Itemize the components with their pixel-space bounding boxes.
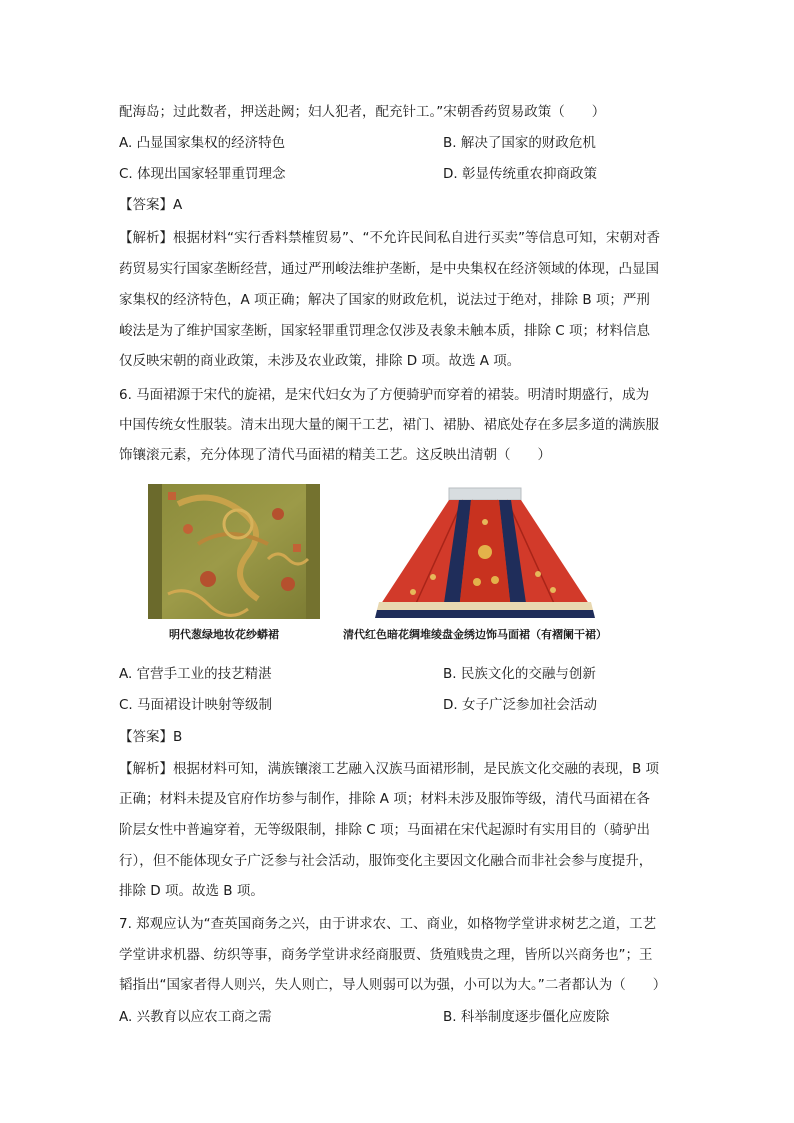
q6-stem-line-1: 6. 马面裙源于宋代的旋裙，是宋代妇女为了方便骑驴而穿着的裙装。明清时期盛行，成为 — [119, 387, 650, 403]
q5-stem-tail: 配海岛；过此数者，押送赴阙；妇人犯者，配充针工。”宋朝香药贸易政策（ ） — [119, 104, 606, 120]
q5-option-a[interactable]: A. 凸显国家集权的经济特色 — [119, 135, 286, 151]
q7-options-row-1 — [119, 1007, 679, 1027]
q6-option-a[interactable]: A. 官营手工业的技艺精湛 — [119, 666, 272, 682]
q5-option-c[interactable]: C. 体现出国家轻罪重罚理念 — [119, 166, 286, 182]
q6-options-row-2 — [119, 695, 679, 715]
left-figure-caption: 明代葱绿地妆花纱蟒裙 — [169, 628, 279, 641]
q5-answer: 【答案】A — [119, 197, 183, 213]
q7-option-b[interactable]: B. 科举制度逐步僵化应废除 — [443, 1009, 610, 1025]
q6-analysis-line-4: 行），但不能体现女子广泛参与社会活动，服饰变化主要因文化融合而非社会参与度提升， — [119, 853, 653, 869]
q7-stem-line-1: 7. 郑观应认为“查英国商务之兴，由于讲求农、工、商业，如格物学堂讲求树艺之道，工艺 — [119, 916, 657, 932]
q6-option-d[interactable]: D. 女子广泛参加社会活动 — [443, 697, 597, 713]
q6-stem-line-2: 中国传统女性服装。清末出现大量的阑干工艺，裙门、裙胁、裙底处存在多层多道的满族服 — [119, 417, 659, 433]
q6-stem-line-3: 饰镶滚元素，充分体现了清代马面裙的精美工艺。这反映出清朝（ ） — [119, 447, 551, 463]
q7-option-a[interactable]: A. 兴教育以应农工商之需 — [119, 1009, 272, 1025]
q5-analysis-line-4: 峻法是为了维护国家垄断，国家轻罪重罚理念仅涉及表象未触本质，排除 C 项；材料信息 — [119, 323, 651, 339]
q5-analysis-line-3: 家集权的经济特色，A 项正确；解决了国家的财政危机，说法过于绝对，排除 B 项；严刑 — [119, 292, 650, 308]
q6-analysis-line-3: 阶层女性中普遍穿着，无等级限制，排除 C 项；马面裙在宋代起源时有实用目的（骑驴出 — [119, 822, 651, 838]
qing-horse-face-skirt-image — [373, 482, 597, 622]
q6-analysis-line-2: 正确；材料未提及官府作坊参与制作，排除 A 项；材料未涉及服饰等级，清代马面裙在各 — [119, 791, 650, 807]
right-figure-caption: 清代红色暗花绸堆绫盘金绣边饰马面裙（有褶阑干裙） — [343, 628, 607, 641]
q5-option-d[interactable]: D. 彰显传统重农抑商政策 — [443, 166, 597, 182]
q5-analysis-line-1: 【解析】根据材料“实行香料禁榷贸易”、“不允许民间私自进行买卖”等信息可知，宋朝对香 — [119, 230, 660, 246]
q6-analysis-line-5: 排除 D 项。故选 B 项。 — [119, 883, 264, 899]
q6-option-c[interactable]: C. 马面裙设计映射等级制 — [119, 697, 273, 713]
q6-option-b[interactable]: B. 民族文化的交融与创新 — [443, 666, 596, 682]
q7-stem-line-2: 学堂讲求机器、纺织等事，商务学堂讲求经商服贾、货殖贱贵之理，皆所以兴商务也”；王 — [119, 947, 653, 963]
q7-stem-line-3: 韬指出“国家者得人则兴，失人则亡，导人则弱可以为强，小可以为大。”二者都认为（ ） — [119, 977, 667, 993]
q5-option-b[interactable]: B. 解决了国家的财政危机 — [443, 135, 596, 151]
q6-analysis-line-1: 【解析】根据材料可知，满族镶滚工艺融入汉族马面裙形制，是民族文化交融的表现，B 项 — [119, 761, 660, 777]
q5-options-row-2 — [119, 164, 679, 184]
q5-analysis-line-5: 仅反映宋朝的商业政策，未涉及农业政策，排除 D 项。故选 A 项。 — [119, 353, 521, 369]
q6-answer: 【答案】B — [119, 729, 183, 745]
q6-options-row-1 — [119, 664, 679, 684]
q5-analysis-line-2: 药贸易实行国家垄断经营，通过严刑峻法维护垄断，是中央集权在经济领域的体现，凸显国 — [119, 261, 659, 277]
ming-python-skirt-image — [148, 484, 320, 619]
q5-options-row-1 — [119, 133, 679, 153]
